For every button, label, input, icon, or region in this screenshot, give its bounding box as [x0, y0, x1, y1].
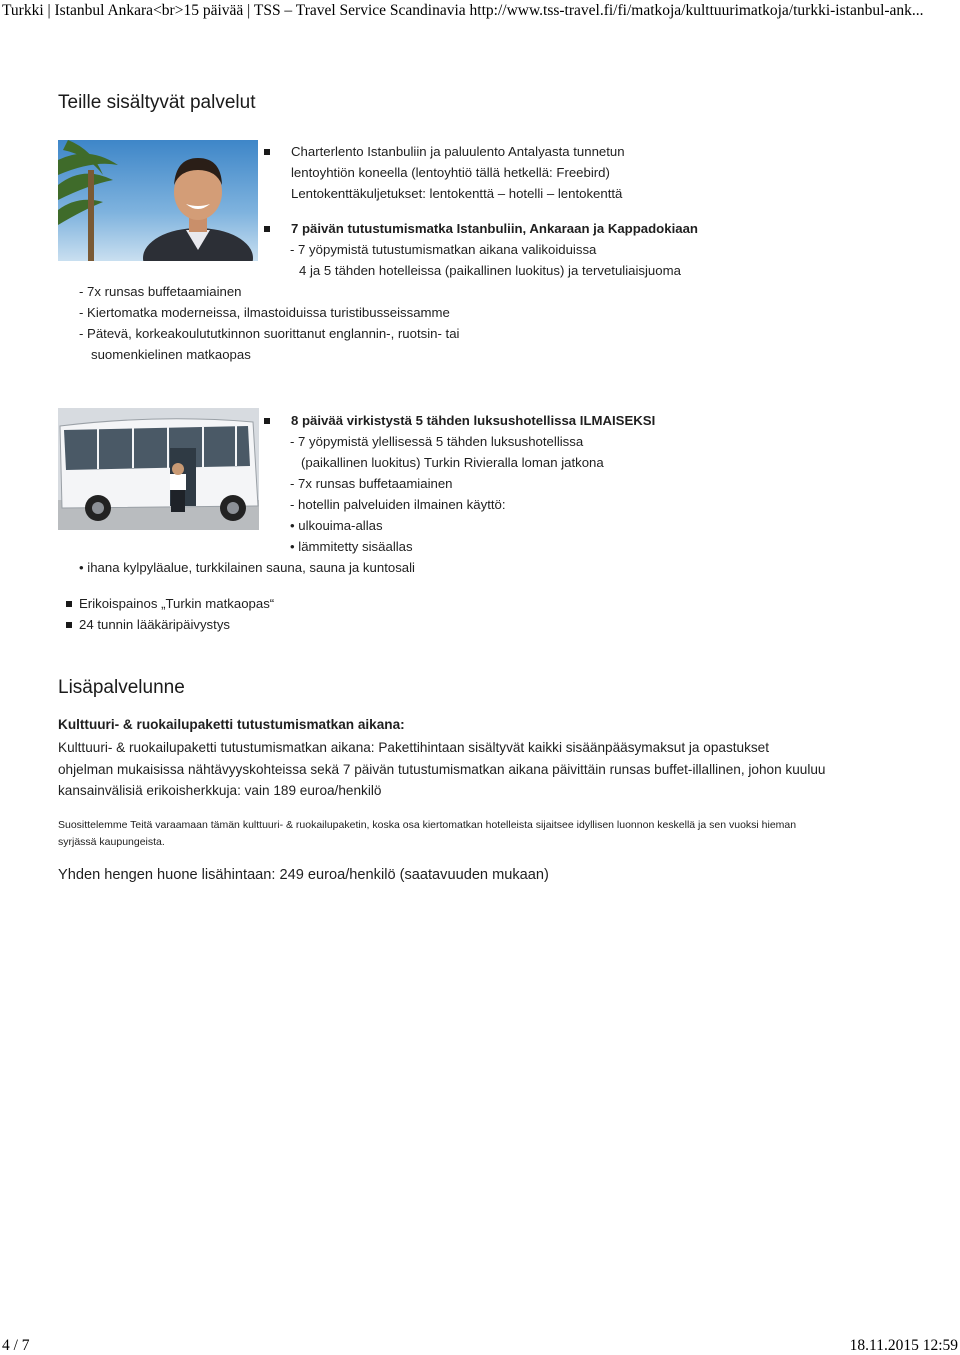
spa-line-3: - 7x runsas buffetaamiainen	[290, 476, 453, 491]
page-number: 4 / 7	[2, 1337, 30, 1354]
tour-line-2: 4 ja 5 tähden hotelleissa (paikallinen luokitus) ja tervetuliaisjuoma	[299, 263, 681, 278]
spa-line-2: (paikallinen luokitus) Turkin Rivieralla loman jatkona	[301, 455, 604, 470]
flight-line-3: Lentokenttäkuljetukset: lentokenttä – hotelli – lentokenttä	[291, 186, 623, 201]
package-title: Kulttuuri- & ruokailupaketti tutustumismatkan aikana:	[58, 717, 405, 732]
tour-guide-photo	[58, 140, 258, 261]
bullet-square-icon	[264, 226, 270, 232]
flight-line-1: Charterlento Istanbuliin ja paluulento Antalyasta tunnetun	[291, 144, 625, 159]
services-heading: Teille sisältyvät palvelut	[58, 92, 256, 113]
tour-title: 7 päivän tutustumismatka Istanbuliin, Ankaraan ja Kappadokiaan	[291, 221, 698, 236]
bullet-square-icon	[66, 601, 72, 607]
print-datetime: 18.11.2015 12:59	[849, 1337, 958, 1354]
package-line-3: kansainvälisiä erikoisherkkuja: vain 189 euroa/henkilö	[58, 783, 382, 798]
package-line-2: ohjelman mukaisissa nähtävyyskohteissa sekä 7 päivän tutustumismatkan aikana päivittäin runsas buffet-illallinen, johon kuuluu	[58, 762, 826, 777]
bullet-square-icon	[264, 149, 270, 155]
tour-line-4: - Kiertomatka moderneissa, ilmastoiduissa turistibusseissamme	[79, 305, 450, 320]
note-line-1: Suosittelemme Teitä varaamaan tämän kulttuuri- & ruokailupaketin, koska osa kiertomatkan hotelleista sijaitsee idyllisen luonnon keskellä ja sen vuoksi hieman	[58, 819, 797, 831]
spa-line-5: • ulkouima-allas	[290, 518, 383, 533]
note-line-2: syrjässä kaupungeista.	[58, 836, 165, 848]
spa-line-6: • lämmitetty sisäallas	[290, 539, 413, 554]
tour-line-6: suomenkielinen matkaopas	[91, 347, 251, 362]
additional-heading: Lisäpalvelunne	[58, 677, 185, 698]
spa-title: 8 päivää virkistystä 5 tähden luksushotellissa ILMAISEKSI	[291, 413, 656, 428]
spa-line-7: • ihana kylpyläalue, turkkilainen sauna, sauna ja kuntosali	[79, 560, 415, 575]
single-room-price: Yhden hengen huone lisähintaan: 249 euroa/henkilö (saatavuuden mukaan)	[58, 867, 549, 883]
spa-line-4: - hotellin palveluiden ilmainen käyttö:	[290, 497, 506, 512]
extra-guidebook: Erikoispainos „Turkin matkaopas“	[79, 596, 275, 611]
flight-line-2: lentoyhtiön koneella (lentoyhtiö tällä hetkellä: Freebird)	[291, 165, 610, 180]
tour-line-5: - Pätevä, korkeakoulututkinnon suorittanut englannin-, ruotsin- tai	[79, 326, 460, 341]
tour-line-1: - 7 yöpymistä tutustumismatkan aikana valikoiduissa	[290, 242, 597, 257]
extra-doctor: 24 tunnin lääkäripäivystys	[79, 617, 231, 632]
tour-guide-image	[58, 140, 258, 261]
tour-line-3: - 7x runsas buffetaamiainen	[79, 284, 242, 299]
print-header-title: Turkki | Istanbul Ankara<br>15 päivää | TSS – Travel Service Scandinavia http://www.tss-travel.fi/fi/matkoja/kulttuurimatkoja/turkki-istanbul-ank...	[2, 2, 924, 19]
tour-bus-photo	[58, 408, 259, 530]
bullet-square-icon	[264, 418, 270, 424]
package-line-1: Kulttuuri- & ruokailupaketti tutustumismatkan aikana: Pakettihintaan sisältyvät kaikki sisäänpääsymaksut ja opastukset	[58, 740, 770, 755]
spa-line-1: - 7 yöpymistä ylellisessä 5 tähden luksushotellissa	[290, 434, 584, 449]
bullet-square-icon	[66, 622, 72, 628]
tour-bus-image	[58, 408, 259, 530]
